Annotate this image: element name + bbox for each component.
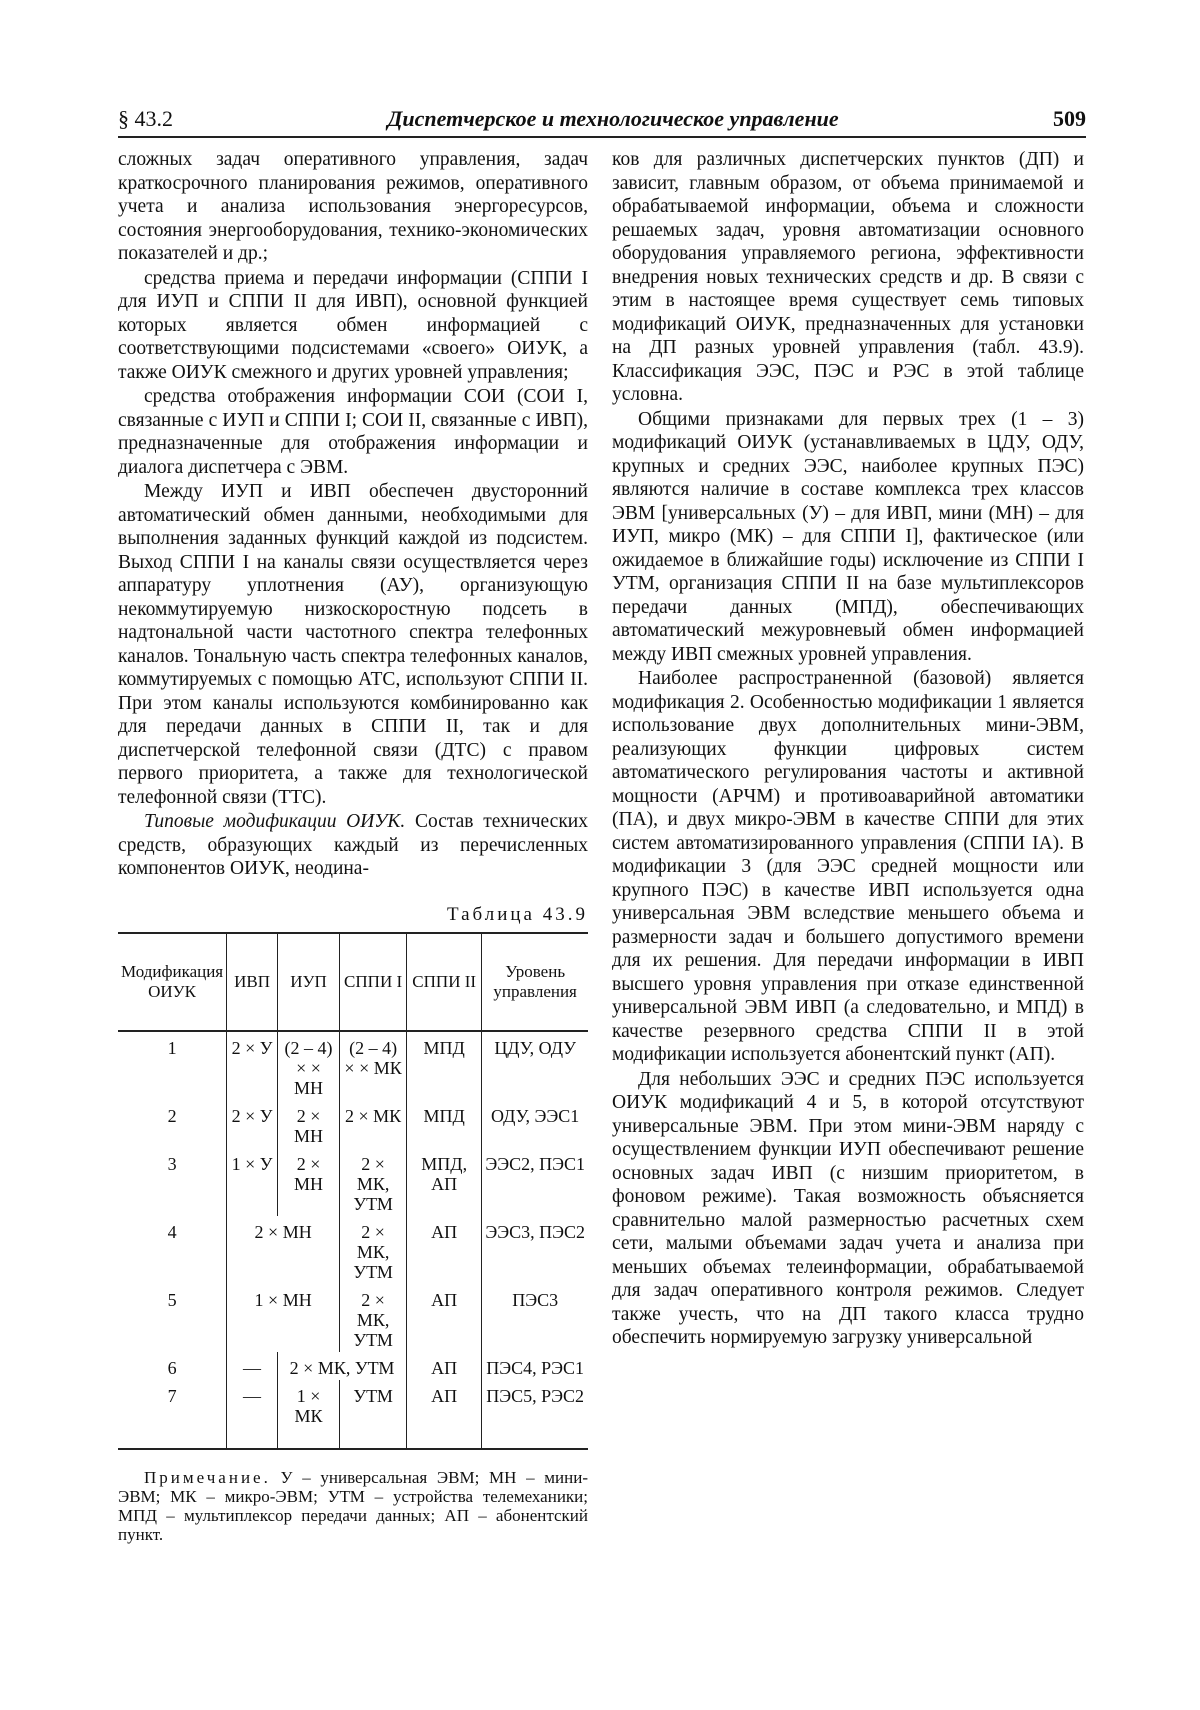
table-cell: 2 [118,1100,227,1148]
paragraph: Общими признаками для первых трех (1 – 3) модификаций ОИУК (устанавливаемых в ЦДУ, ОДУ, крупных и средних ЭЭС, наиболее крупных ПЭС) являются наличие в составе комплекса трех классов ЭВМ [универсальных (У) – для ИВП, мини (МН) – для ИУП, микро (МК) – для СППИ I], фактическое (или ожидаемое в ближайшие годы) исключение из СППИ I УТМ, организация СППИ II на базе мультиплексоров передачи данных (МПД), обеспечивающих автоматический межуровневый обмен информацией между ИВП смежных уровней управления. [612,408,1084,665]
table-cell: УТМ [340,1380,407,1449]
table-cell: ПЭС5, РЭС2 [482,1380,588,1449]
table-cell: АП [407,1352,482,1380]
paragraph: Для небольших ЭЭС и средних ПЭС используется ОИУК модификаций 4 и 5, в которой отсутствуют универсальные ЭВМ. При этом мини-ЭВМ наряду с осуществлением функции ИУП обеспечивают решение основных задач ИВП (с низшим приоритетом, в фоновом режиме). Такая возможность объясняется сравнительно малой размерностью расчетных схем сети, малыми объемами задач учета и анализа при меньших объемах телеинформации, обрабатываемой для задач оперативного контроля режимов. Следует также учесть, что на ДП такого класса трудно обеспечить нормируемую загрузку универсальной [612,1068,1084,1348]
table-cell: ОДУ, ЭЭС1 [482,1100,588,1148]
modifications-table [118,932,588,1450]
table-row [118,1148,588,1216]
table-cell: 2 × МН [227,1216,340,1284]
table-cell: 7 [118,1380,227,1449]
paragraph: средства отображения информации СОИ (СОИ I, связанные с ИУП и СППИ I; СОИ II, связанные с ИВП), предназначенные для отображения информации и диалога диспетчера с ЭВМ. [118,386,588,478]
table-cell: 1 × МН [227,1284,340,1352]
table-cell: МПД [407,1031,482,1100]
running-title: Диспетчерское и технологическое управление [387,106,839,131]
table-cell: АП [407,1380,482,1449]
table-cell: 1 [118,1031,227,1100]
table-cell: 2 × МК, УТМ [340,1148,407,1216]
table-note [118,1468,588,1544]
column-header: ИУП [277,933,339,1031]
table-cell: 2 × У [227,1031,278,1100]
table-row [118,1352,588,1380]
table-cell: ЭЭС3, ПЭС2 [482,1216,588,1284]
table-row [118,1380,588,1449]
subheading-text: Состав технических средств, образующих каждый из перечисленных компонентов ОИУК, неодина- [118,811,588,879]
note-label: Примечание. [144,1468,271,1487]
page-header [118,92,1086,138]
table-cell: МПД, АП [407,1148,482,1216]
table-cell: 2 × МК [340,1100,407,1148]
table-cell: (2 – 4) × × МК [340,1031,407,1100]
table-row [118,1100,588,1148]
column-header: ИВП [227,933,278,1031]
subheading: Типовые модификации ОИУК. [144,811,406,832]
table-row [118,1284,588,1352]
column-header: СППИ II [407,933,482,1031]
left-column [118,148,588,1544]
paragraph: средства приема и передачи информации (СППИ I для ИУП и СППИ II для ИВП), основной функцией которых является обмен информацией с соответствующими подсистемами «своего» ОИУК, а также ОИУК смежного и других уровней управления; [118,267,588,383]
table-cell: 1 × МК [277,1380,339,1449]
table-cell: 6 [118,1352,227,1380]
page-number: 509 [1053,106,1086,131]
table-cell: 2 × МК, УТМ [277,1352,406,1380]
paragraph: Наиболее распространенной (базовой) является модификация 2. Особенностью модификации 1 является использование двух дополнительных мини-ЭВМ, реализующих функции цифровых систем автоматического регулирования частоты и активной мощности (АРЧМ) и противоаварийной автоматики (ПА), и двух микро-ЭВМ в качестве СППИ для этих систем автоматизированного управления (СППИ IA). В модификации 3 (для ЭЭС средней мощности или крупного ПЭС) в качестве ИВП используется одна универсальная ЭВМ вследствие меньшего объема и размерности задач и большего допустимого времени для их решения. Для передачи информации в ИВП высшего уровня управления при отказе единственной универсальной ЭВМ ИВП (а следовательно, и МПД) в качестве резервного средства СППИ II в этой модификации используется абонентский пункт (АП). [612,668,1084,1065]
table-row [118,1216,588,1284]
column-header: СППИ I [340,933,407,1031]
table-row [118,1031,588,1100]
column-header: Модификация ОИУК [118,933,227,1031]
right-column [612,148,1084,1350]
table-cell: 2 × МК, УТМ [340,1216,407,1284]
table-cell: АП [407,1284,482,1352]
table-cell: 4 [118,1216,227,1284]
table-caption: Таблица 43.9 [446,903,588,925]
table-cell: 2 × МК, УТМ [340,1284,407,1352]
table-cell: МПД [407,1100,482,1148]
table-cell: 2 × У [227,1100,278,1148]
table-cell: 1 × У [227,1148,278,1216]
table-cell: ПЭС3 [482,1284,588,1352]
paragraph: Между ИУП и ИВП обеспечен двусторонний автоматический обмен данными, необходимыми для выполнения заданных функций каждой из подсистем. Выход СППИ I на каналы связи осуществляется через аппаратуру уплотнения (АУ), организующую некоммутируемую низкоскоростную подсеть в надтональной части частотного спектра телефонных каналов. Тональную часть спектра телефонных каналов, коммутируемых с помощью АТС, используют СППИ II. При этом каналы используются комбинированно как для передачи данных в СППИ II, так и для диспетчерской телефонной связи (ДТС) с правом первого приоритета, а также для технологической телефонной связи (ТТС). [118,481,588,808]
section-number: § 43.2 [118,106,173,131]
subheading-paragraph [118,810,588,881]
table-cell: (2 – 4) × × МН [277,1031,339,1100]
table-cell: 2 × МН [277,1148,339,1216]
note-text: У – универсальная ЭВМ; МН – мини-ЭВМ; МК – микро-ЭВМ; УТМ – устройства телемеханики; МПД – мультиплексор передачи данных; АП – абонентский пункт. [118,1468,588,1544]
table-cell: АП [407,1216,482,1284]
table-cell: — [227,1352,278,1380]
table-header-row [118,933,588,1031]
paragraph: сложных задач оперативного управления, задач краткосрочного планирования режимов, оперативного учета и анализа использования энергоресурсов, состояния энергооборудования, технико-экономических показателей и др.; [118,149,588,264]
paragraph: ков для различных диспетчерских пунктов (ДП) и зависит, главным образом, от объема принимаемой и обрабатываемой информации, объема и сложности решаемых задач, уровня автоматизации основного оборудования управляемого региона, эффективности внедрения новых технических средств и др. В связи с этим в настоящее время существует семь типовых модификаций ОИУК, предназначенных для установки на ДП разных уровней управления (табл. 43.9). Классификация ЭЭС, ПЭС и РЭС в этой таблице условна. [612,149,1084,405]
table-cell: 2 × МН [277,1100,339,1148]
table-cell: ЭЭС2, ПЭС1 [482,1148,588,1216]
table-cell: — [227,1380,278,1449]
table-cell: ПЭС4, РЭС1 [482,1352,588,1380]
table-cell: 5 [118,1284,227,1352]
table-cell: 3 [118,1148,227,1216]
column-header: Уровень управления [482,933,588,1031]
table-cell: ЦДУ, ОДУ [482,1031,588,1100]
